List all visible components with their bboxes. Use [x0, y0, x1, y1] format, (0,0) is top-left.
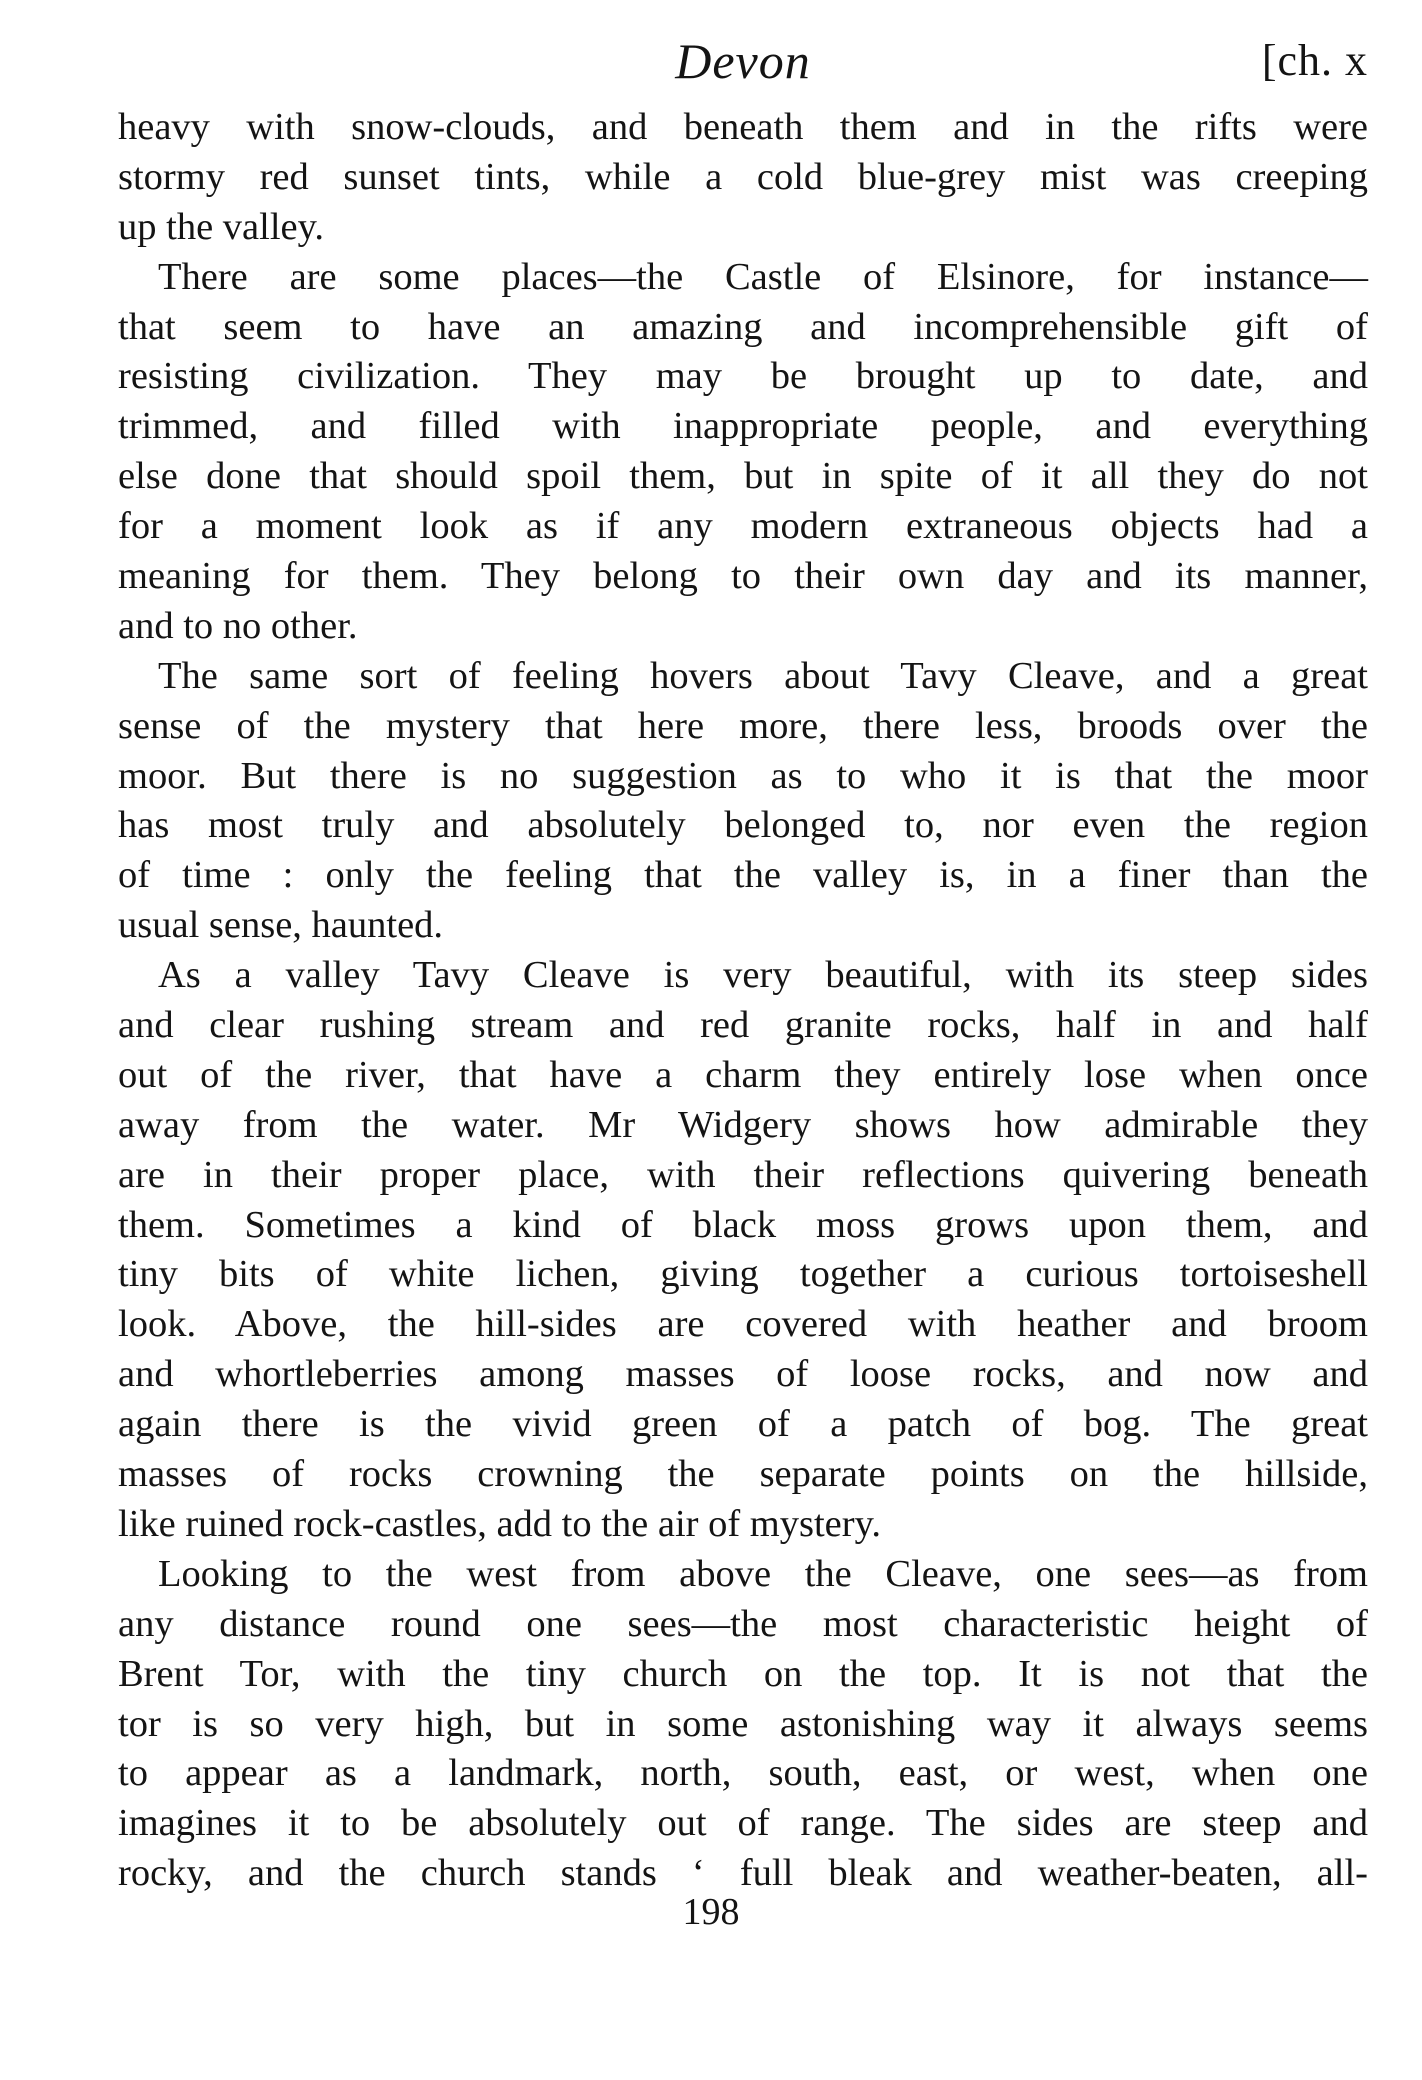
text-line: masses of rocks crowning the separate points on the hillside, — [118, 1453, 1368, 1496]
paragraph — [118, 1550, 1368, 1899]
text-line: stormy red sunset tints, while a cold blue-grey mist was creeping — [118, 155, 1368, 198]
text-line: and clear rushing stream and red granite rocks, half in and half — [118, 1004, 1368, 1047]
text-line: any distance round one sees—the most characteristic height of — [118, 1602, 1368, 1645]
paragraph — [118, 103, 1368, 253]
paragraph — [118, 253, 1368, 652]
text-line: and whortleberries among masses of loose rocks, and now and — [118, 1353, 1368, 1396]
text-line: that seem to have an amazing and incomprehensible gift of — [118, 305, 1368, 348]
text-line: tor is so very high, but in some astonishing way it always seems — [118, 1702, 1368, 1745]
text-line: tiny bits of white lichen, giving together a curious tortoiseshell — [118, 1253, 1368, 1296]
text-line: out of the river, that have a charm they entirely lose when once — [118, 1053, 1368, 1096]
text-line: look. Above, the hill-sides are covered with heather and broom — [118, 1303, 1368, 1346]
paragraph — [118, 951, 1368, 1550]
text-line: to appear as a landmark, north, south, east, or west, when one — [118, 1752, 1368, 1795]
text-line: away from the water. Mr Widgery shows how admirable they — [118, 1103, 1368, 1146]
page-number: 198 — [682, 1891, 740, 1933]
text-line: usual sense, haunted. — [118, 904, 444, 947]
chapter-reference: [ch. x — [1261, 36, 1368, 85]
text-line: moor. But there is no suggestion as to who it is that the moor — [118, 754, 1368, 797]
text-line: has most truly and absolutely belonged to, nor even the region — [118, 804, 1368, 847]
text-line: sense of the mystery that here more, there less, broods over the — [118, 704, 1368, 747]
text-line: trimmed, and filled with inappropriate people, and everything — [118, 405, 1368, 448]
text-line: of time : only the feeling that the valley is, in a finer than the — [118, 854, 1368, 897]
text-line: else done that should spoil them, but in spite of it all they do not — [118, 455, 1368, 498]
paragraph — [118, 652, 1368, 951]
text-line: for a moment look as if any modern extraneous objects had a — [118, 505, 1368, 548]
body-text — [118, 103, 1368, 1899]
text-line: As a valley Tavy Cleave is very beautiful, with its steep sides — [158, 954, 1368, 997]
text-line: up the valley. — [118, 205, 324, 248]
text-line: meaning for them. They belong to their own day and its manner, — [118, 555, 1368, 598]
text-line: rocky, and the church stands ‘ full bleak and weather-beaten, all- — [118, 1852, 1368, 1895]
text-line: The same sort of feeling hovers about Tavy Cleave, and a great — [158, 654, 1368, 697]
text-line: imagines it to be absolutely out of range. The sides are steep and — [118, 1802, 1368, 1845]
text-line: again there is the vivid green of a patch of bog. The great — [118, 1403, 1368, 1446]
running-header — [118, 30, 1368, 92]
text-line: like ruined rock-castles, add to the air of mystery. — [118, 1502, 881, 1545]
text-line: them. Sometimes a kind of black moss grows upon them, and — [118, 1203, 1368, 1246]
running-title: Devon — [675, 33, 811, 89]
text-line: There are some places—the Castle of Elsinore, for instance— — [158, 255, 1368, 298]
text-line: are in their proper place, with their reflections quivering beneath — [118, 1153, 1368, 1196]
text-line: resisting civilization. They may be brought up to date, and — [118, 355, 1368, 398]
text-line: Looking to the west from above the Cleave, one sees—as from — [158, 1552, 1368, 1595]
text-line: and to no other. — [118, 604, 358, 647]
text-line: Brent Tor, with the tiny church on the top. It is not that the — [118, 1652, 1368, 1695]
text-line: heavy with snow-clouds, and beneath them and in the rifts were — [118, 106, 1368, 148]
